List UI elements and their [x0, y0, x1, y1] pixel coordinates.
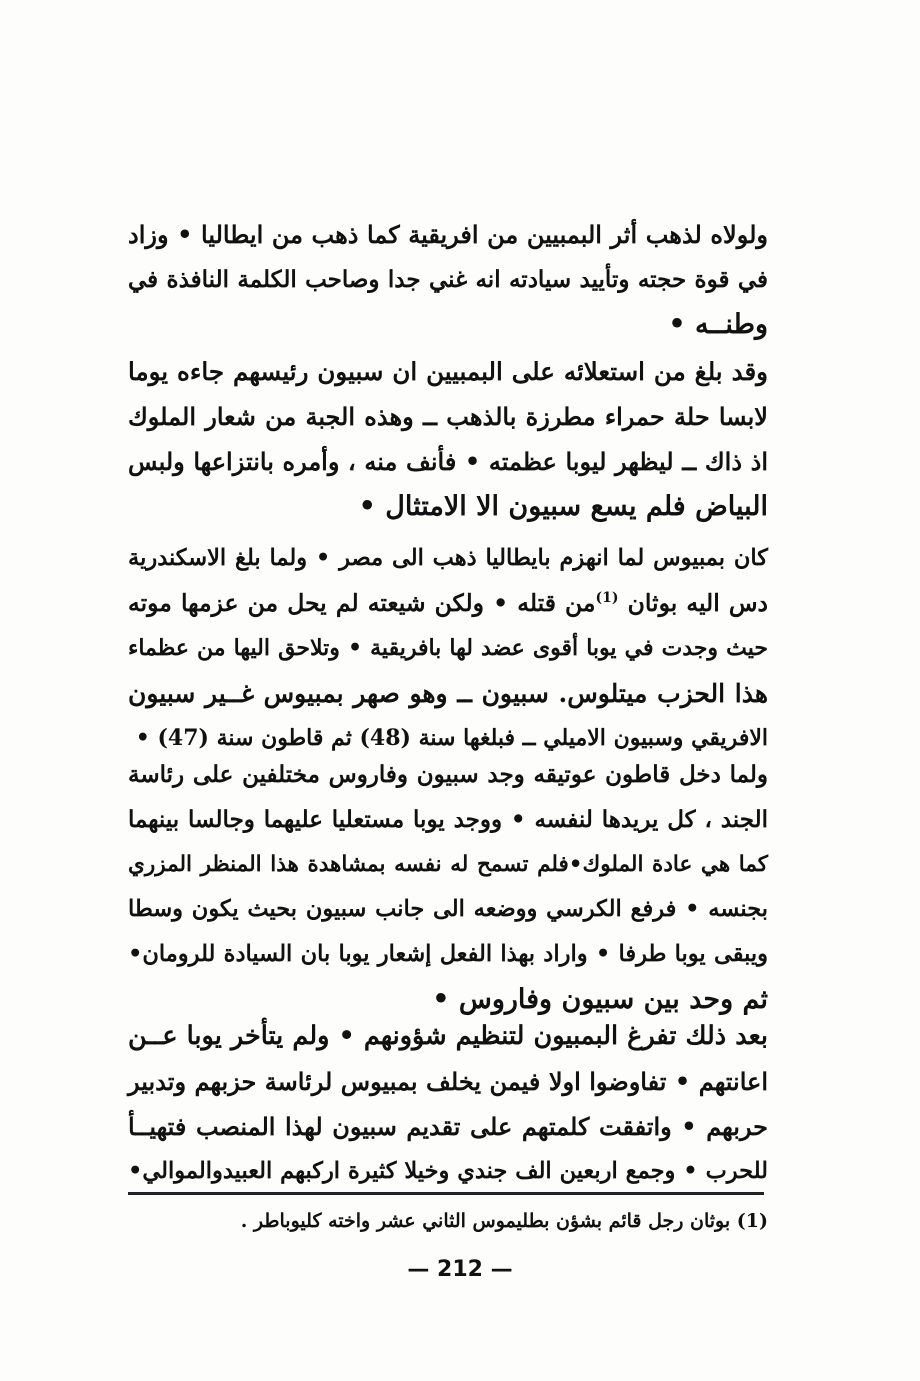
paragraph-1	[128, 212, 768, 347]
text-line	[128, 581, 768, 626]
text-line: كان بمبيوس لما انهزم بايطاليا ذهب الى مصر • ولما بلغ الاسكندرية	[128, 545, 768, 571]
text-line: ولما دخل قاطون عوتيقه وجد سبيون وفاروس مختلفين على رئاسة	[128, 761, 768, 788]
text-line: وقد بلغ من استعلائه على البمبيين ان سبيون رئيسهم جاءه يوما	[128, 357, 768, 386]
paragraph-3	[128, 536, 768, 761]
text-segment: من قتله • ولكن شيعته لم يحل من عزمها موته	[128, 589, 596, 617]
paragraph-2	[128, 349, 768, 529]
text-line: ثم وحد بين سبيون وفاروس •	[432, 984, 768, 1015]
text-line: البياض فلم يسع سبيون الا الامتثال •	[358, 491, 768, 522]
page-number: — 212 —	[407, 1257, 513, 1282]
body-text	[128, 1014, 768, 1194]
text-line: ويبقى يوبا طرفا • واراد بهذا الفعل إشعار يوبا بان السيادة للرومان•	[128, 941, 768, 967]
body-text	[128, 752, 768, 1022]
text-line: كما هي عادة الملوك•فلم تسمح له نفسه بمشاهدة هذا المنظر المزري	[128, 852, 768, 877]
text-line: وطنــه •	[668, 309, 768, 340]
text-line: الجند ، كل يريدها لنفسه • ووجد يوبا مستعليا عليهما وجالسا بينهما	[128, 806, 768, 833]
body-text	[128, 349, 768, 529]
text-line: لابسا حلة حمراء مطرزة بالذهب ــ وهذه الجبة من شعار الملوك	[128, 402, 768, 431]
text-line: الافريقي وسبيون الاميلي ــ فبلغها سنة (48) ثم قاطون سنة (47) •	[135, 725, 768, 751]
footnote-reference[interactable]: (1)	[595, 590, 619, 607]
text-segment: دس اليه بوثان	[618, 589, 768, 617]
body-text	[128, 536, 768, 761]
paragraph-5	[128, 1014, 768, 1194]
text-line: بجنسه • فرفع الكرسي ووضعه الى جانب سبيون بحيث يكون وسطا	[128, 896, 768, 922]
text-line: حربهم • واتفقت كلمتهم على تقديم سبيون لهذا المنصب فتهيــأ	[128, 1112, 769, 1141]
text-line: للحرب • وجمع اربعين الف جندي وخيلا كثيرة اركبهم العبيدوالموالي•	[128, 1158, 768, 1184]
text-line: في قوة حجته وتأييد سيادته انه غني جدا وصاحب الكلمة النافذة في	[128, 266, 768, 293]
text-line: ولولاه لذهب أثر البمبيين من افريقية كما ذهب من ايطاليا • وزاد	[128, 220, 768, 249]
text-line: بعد ذلك تفرغ البمبيون لتنظيم شؤونهم • ولم يتأخر يوبا عــن	[128, 1021, 768, 1051]
paragraph-4	[128, 752, 768, 1022]
footnote-divider	[128, 1192, 764, 1195]
text-line: حيث وجدت في يوبا أقوى عضد لها بافريقية • وتلاحق اليها من عظماء	[128, 635, 768, 661]
body-text	[128, 212, 768, 347]
text-line: هذا الحزب ميتلوس. سبيون ــ وهو صهر بمبيوس غــير سبيون	[128, 679, 768, 708]
footnote: (1) بوثان رجل قائم بشؤن بطليموس الثاني عشر واخته كليوباطر .	[240, 1210, 768, 1232]
text-line: اذ ذاك ــ ليظهر ليوبا عظمته • فأنف منه ، وأمره بانتزاعها ولبس	[128, 447, 768, 476]
text-line: اعانتهم • تفاوضوا اولا فيمن يخلف بمبيوس لرئاسة حزبهم وتدبير	[128, 1067, 769, 1096]
